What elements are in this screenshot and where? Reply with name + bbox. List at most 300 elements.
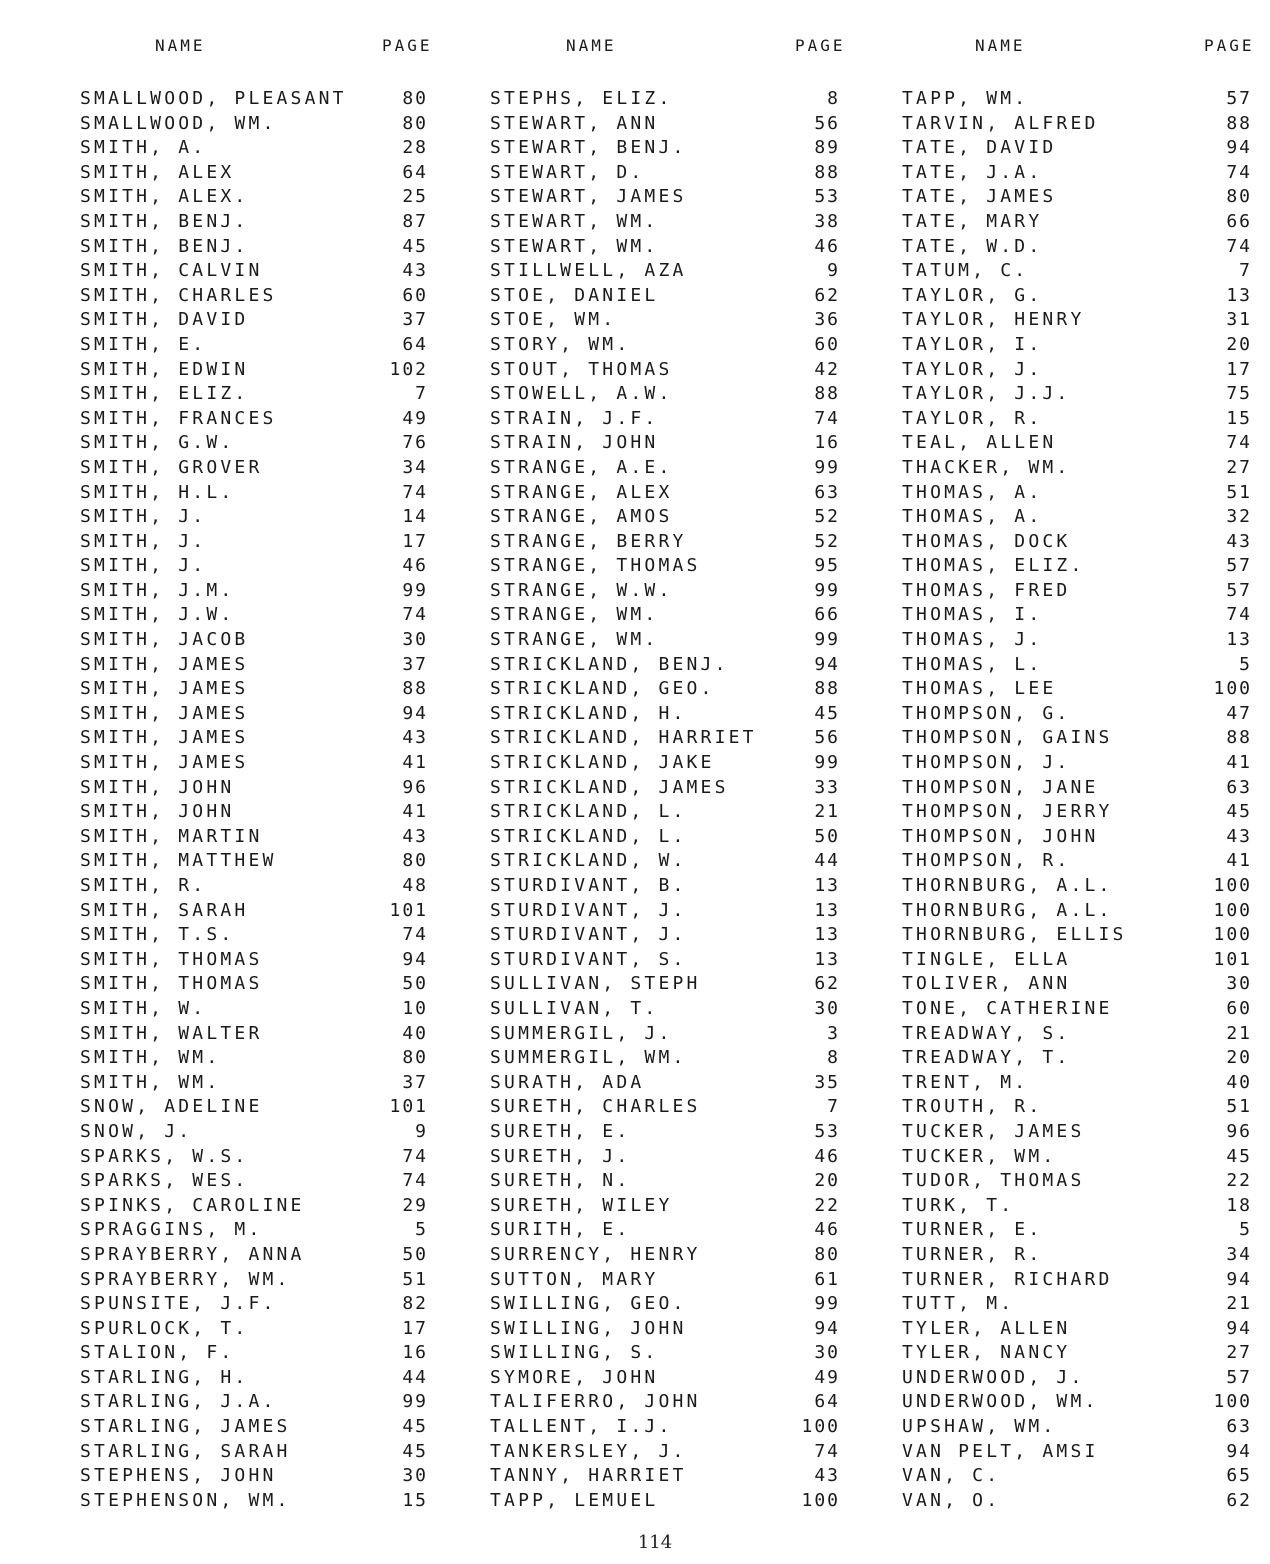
entry-page: 62	[1226, 1489, 1252, 1511]
entry-name: SUMMERGIL, WM.	[490, 1047, 687, 1069]
entry-page: 7	[1239, 260, 1252, 282]
entry-page: 13	[814, 875, 840, 896]
entry-page: 50	[402, 1243, 428, 1265]
entry-page: 43	[402, 727, 428, 749]
entry-page: 100	[1213, 924, 1252, 946]
entry-page: 45	[814, 702, 840, 724]
entry-page: 30	[402, 1465, 428, 1487]
entry-page: 42	[814, 358, 840, 380]
entry-page: 45	[1226, 1145, 1252, 1167]
entry-name: SMITH, J.M.	[80, 579, 235, 601]
entry-page: 13	[1226, 284, 1252, 306]
entry-page: 51	[402, 1268, 428, 1290]
entry-name: TATE, J.A.	[902, 161, 1043, 183]
entry-name: STURDIVANT, B.	[490, 875, 687, 896]
entry-page: 74	[402, 1145, 428, 1167]
entry-page: 100	[801, 1416, 840, 1438]
entry-name: SWILLING, JOHN	[490, 1317, 687, 1339]
entry-page: 100	[1213, 1391, 1252, 1413]
entry-page: 5	[1239, 1219, 1252, 1241]
entry-page: 21	[814, 801, 840, 823]
entry-page: 102	[389, 358, 428, 380]
entry-name: TUTT, M.	[902, 1293, 1015, 1315]
entry-name: SURETH, J.	[490, 1145, 631, 1167]
entry-name: STRANGE, AMOS	[490, 506, 673, 528]
entry-page: 80	[402, 112, 428, 134]
entry-page: 53	[814, 1120, 840, 1142]
entry-name: TANKERSLEY, J.	[490, 1440, 687, 1462]
entry-name: THOMPSON, JERRY	[902, 801, 1113, 823]
entry-page: 80	[402, 88, 428, 109]
entry-name: SMITH, MATTHEW	[80, 850, 277, 872]
entry-name: SMITH, R.	[80, 875, 207, 896]
entry-page: 25	[402, 186, 428, 208]
entry-name: STALION, F.	[80, 1342, 235, 1364]
entry-page: 31	[1226, 309, 1252, 331]
entry-name: STRANGE, WM.	[490, 629, 659, 651]
entry-name: STRICKLAND, H.	[490, 702, 687, 724]
entry-page: 8	[827, 88, 840, 109]
entry-name: STEPHENSON, WM.	[80, 1489, 291, 1511]
entry-name: SNOW, ADELINE	[80, 1096, 263, 1118]
entry-name: THOMPSON, JANE	[902, 776, 1099, 798]
entry-page: 44	[814, 850, 840, 872]
entry-page: 57	[1226, 579, 1252, 601]
entry-page: 80	[814, 1243, 840, 1265]
entry-name: STRAIN, J.F.	[490, 407, 659, 429]
entry-name: TAYLOR, R.	[902, 407, 1043, 429]
entry-page: 100	[1213, 875, 1252, 896]
entry-name: STRICKLAND, L.	[490, 825, 687, 847]
entry-name: SMALLWOOD, WM.	[80, 112, 277, 134]
entry-name: STRANGE, WM.	[490, 604, 659, 626]
entry-name: SMITH, J.W.	[80, 604, 235, 626]
entry-page: 100	[1213, 899, 1252, 921]
entry-page: 74	[402, 481, 428, 503]
entry-page: 66	[1226, 210, 1252, 232]
entry-name: STRANGE, BERRY	[490, 530, 687, 552]
entry-name: TEAL, ALLEN	[902, 432, 1057, 454]
entry-name: TURNER, RICHARD	[902, 1268, 1113, 1290]
entry-name: STRAIN, JOHN	[490, 432, 659, 454]
entry-page: 74	[814, 1440, 840, 1462]
entry-name: SMITH, J.	[80, 506, 207, 528]
entry-page: 45	[402, 235, 428, 257]
entry-name: THOMAS, I.	[902, 604, 1043, 626]
entry-name: TRENT, M.	[902, 1071, 1029, 1093]
entry-page: 30	[814, 997, 840, 1019]
entry-name: TAYLOR, J.J.	[902, 383, 1071, 405]
entry-name: TATE, MARY	[902, 210, 1043, 232]
entry-page: 56	[814, 112, 840, 134]
entry-name: THOMAS, L.	[902, 653, 1043, 675]
entry-page: 74	[402, 1170, 428, 1192]
entry-page: 99	[814, 456, 840, 478]
entry-name: TATUM, C.	[902, 260, 1029, 282]
entry-name: SMITH, DAVID	[80, 309, 249, 331]
entry-page: 80	[1226, 186, 1252, 208]
entry-name: STOUT, THOMAS	[490, 358, 673, 380]
entry-page: 56	[814, 727, 840, 749]
entry-name: STOE, DANIEL	[490, 284, 659, 306]
entry-name: SMITH, JOHN	[80, 801, 235, 823]
entry-page: 15	[402, 1489, 428, 1511]
entry-name: SYMORE, JOHN	[490, 1366, 659, 1388]
entry-name: SMITH, J.	[80, 555, 207, 577]
entry-page: 99	[402, 1391, 428, 1413]
page-header: PAGE	[1204, 36, 1255, 55]
entry-page: 13	[814, 924, 840, 946]
entry-name: STEPHENS, JOHN	[80, 1465, 277, 1487]
entry-name: SMITH, BENJ.	[80, 235, 249, 257]
entry-page: 64	[402, 333, 428, 355]
entry-page: 75	[1226, 383, 1252, 405]
entry-name: TAYLOR, I.	[902, 333, 1043, 355]
entry-name: TOLIVER, ANN	[902, 973, 1071, 995]
entry-page: 61	[814, 1268, 840, 1290]
entry-name: SPINKS, CAROLINE	[80, 1194, 305, 1216]
entry-name: STEWART, ANN	[490, 112, 659, 134]
entry-name: STEWART, BENJ.	[490, 137, 687, 159]
entry-page: 51	[1226, 481, 1252, 503]
entry-page: 38	[814, 210, 840, 232]
entry-page: 96	[402, 776, 428, 798]
entry-page: 5	[415, 1219, 428, 1241]
entry-name: TREADWAY, S.	[902, 1022, 1071, 1044]
entry-page: 96	[1226, 1120, 1252, 1142]
entry-page: 88	[402, 678, 428, 700]
entry-name: STRICKLAND, JAMES	[490, 776, 729, 798]
entry-name: STURDIVANT, J.	[490, 899, 687, 921]
entry-name: SMITH, G.W.	[80, 432, 235, 454]
entry-name: SUTTON, MARY	[490, 1268, 659, 1290]
entry-name: TURK, T.	[902, 1194, 1015, 1216]
entry-page: 51	[1226, 1096, 1252, 1118]
entry-name: TREADWAY, T.	[902, 1047, 1071, 1069]
entry-page: 10	[402, 997, 428, 1019]
entry-name: THORNBURG, A.L.	[902, 899, 1113, 921]
entry-page: 43	[1226, 825, 1252, 847]
entry-name: THOMAS, FRED	[902, 579, 1071, 601]
entry-page: 57	[1226, 1366, 1252, 1388]
page-header: PAGE	[382, 36, 433, 55]
entry-name: SWILLING, S.	[490, 1342, 659, 1364]
entry-page: 62	[814, 284, 840, 306]
entry-name: SMITH, CHARLES	[80, 284, 277, 306]
entry-name: SURETH, WILEY	[490, 1194, 673, 1216]
entry-page: 82	[402, 1293, 428, 1315]
entry-name: SMITH, EDWIN	[80, 358, 249, 380]
entry-name: THACKER, WM.	[902, 456, 1071, 478]
entry-name: SMITH, E.	[80, 333, 207, 355]
entry-page: 57	[1226, 555, 1252, 577]
entry-name: THORNBURG, ELLIS	[902, 924, 1127, 946]
entry-page: 22	[1226, 1170, 1252, 1192]
entry-name: SMITH, WM.	[80, 1071, 221, 1093]
entry-page: 27	[1226, 1342, 1252, 1364]
entry-page: 41	[402, 801, 428, 823]
entry-page: 36	[814, 309, 840, 331]
entry-page: 88	[814, 678, 840, 700]
entry-name: SMITH, MARTIN	[80, 825, 263, 847]
entry-page: 32	[1226, 506, 1252, 528]
entry-page: 88	[814, 383, 840, 405]
entry-page: 89	[814, 137, 840, 159]
entry-name: TATE, DAVID	[902, 137, 1057, 159]
entry-page: 44	[402, 1366, 428, 1388]
entry-page: 60	[1226, 997, 1252, 1019]
entry-page: 87	[402, 210, 428, 232]
entry-name: STRICKLAND, BENJ.	[490, 653, 729, 675]
entry-name: SMITH, JACOB	[80, 629, 249, 651]
entry-name: SMITH, W.	[80, 997, 207, 1019]
entry-page: 17	[402, 1317, 428, 1339]
entry-name: STARLING, SARAH	[80, 1440, 291, 1462]
entry-name: SMITH, A.	[80, 137, 207, 159]
entry-page: 45	[402, 1416, 428, 1438]
entry-name: TAPP, LEMUEL	[490, 1489, 659, 1511]
entry-name: TALLENT, I.J.	[490, 1416, 673, 1438]
entry-page: 13	[1226, 629, 1252, 651]
entry-page: 37	[402, 653, 428, 675]
entry-name: SPRAGGINS, M.	[80, 1219, 263, 1241]
entry-page: 88	[1226, 727, 1252, 749]
entry-page: 60	[814, 333, 840, 355]
entry-page: 34	[1226, 1243, 1252, 1265]
entry-name: TUDOR, THOMAS	[902, 1170, 1085, 1192]
entry-name: STEWART, WM.	[490, 235, 659, 257]
entry-name: SMITH, JAMES	[80, 653, 249, 675]
entry-page: 30	[1226, 973, 1252, 995]
entry-name: VAN PELT, AMSI	[902, 1440, 1099, 1462]
entry-page: 88	[1226, 112, 1252, 134]
name-header: NAME	[975, 36, 1026, 55]
entry-name: SPARKS, W.S.	[80, 1145, 249, 1167]
entry-page: 29	[402, 1194, 428, 1216]
entry-page: 65	[1226, 1465, 1252, 1487]
entry-page: 101	[1213, 948, 1252, 970]
entry-page: 101	[389, 899, 428, 921]
entry-page: 37	[402, 1071, 428, 1093]
entry-name: TAYLOR, G.	[902, 284, 1043, 306]
entry-page: 15	[1226, 407, 1252, 429]
entry-page: 101	[389, 1096, 428, 1118]
entry-page: 43	[814, 1465, 840, 1487]
entry-page: 45	[402, 1440, 428, 1462]
entry-name: SNOW, J.	[80, 1120, 193, 1142]
entry-name: TROUTH, R.	[902, 1096, 1043, 1118]
entry-page: 30	[814, 1342, 840, 1364]
entry-name: STILLWELL, AZA	[490, 260, 687, 282]
entry-page: 95	[814, 555, 840, 577]
entry-page: 94	[1226, 1317, 1252, 1339]
entry-page: 5	[1239, 653, 1252, 675]
entry-name: TUCKER, WM.	[902, 1145, 1057, 1167]
entry-page: 8	[827, 1047, 840, 1069]
entry-name: STOE, WM.	[490, 309, 617, 331]
entry-page: 20	[814, 1170, 840, 1192]
entry-page: 7	[415, 383, 428, 405]
entry-page: 62	[814, 973, 840, 995]
entry-name: VAN, C.	[902, 1465, 1001, 1487]
entry-page: 16	[402, 1342, 428, 1364]
entry-page: 14	[402, 506, 428, 528]
entry-name: SMALLWOOD, PLEASANT	[80, 88, 347, 109]
entry-page: 9	[415, 1120, 428, 1142]
entry-page: 43	[402, 260, 428, 282]
name-header: NAME	[155, 36, 206, 55]
entry-name: TURNER, R.	[902, 1243, 1043, 1265]
entry-page: 13	[814, 948, 840, 970]
entry-name: SUMMERGIL, J.	[490, 1022, 673, 1044]
entry-name: THOMPSON, GAINS	[902, 727, 1113, 749]
entry-page: 49	[402, 407, 428, 429]
entry-name: THOMPSON, JOHN	[902, 825, 1099, 847]
page-number: 114	[637, 1532, 673, 1553]
entry-page: 41	[402, 752, 428, 774]
entry-page: 94	[402, 702, 428, 724]
entry-name: SMITH, FRANCES	[80, 407, 277, 429]
entry-name: STARLING, H.	[80, 1366, 249, 1388]
entry-name: SPRAYBERRY, WM.	[80, 1268, 291, 1290]
entry-page: 22	[814, 1194, 840, 1216]
entry-page: 64	[402, 161, 428, 183]
entry-name: STRANGE, A.E.	[490, 456, 673, 478]
entry-page: 76	[402, 432, 428, 454]
entry-name: UNDERWOOD, WM.	[902, 1391, 1099, 1413]
entry-name: SULLIVAN, STEPH	[490, 973, 701, 995]
entry-page: 9	[827, 260, 840, 282]
entry-name: VAN, O.	[902, 1489, 1001, 1511]
entry-name: SMITH, THOMAS	[80, 973, 263, 995]
entry-page: 74	[402, 924, 428, 946]
entry-name: UNDERWOOD, J.	[902, 1366, 1085, 1388]
entry-name: SURETH, CHARLES	[490, 1096, 701, 1118]
entry-page: 50	[814, 825, 840, 847]
entry-name: SURETH, E.	[490, 1120, 631, 1142]
entry-page: 74	[1226, 432, 1252, 454]
entry-page: 18	[1226, 1194, 1252, 1216]
entry-name: TATE, W.D.	[902, 235, 1043, 257]
entry-name: SURATH, ADA	[490, 1071, 645, 1093]
entry-page: 99	[402, 579, 428, 601]
entry-page: 20	[1226, 333, 1252, 355]
entry-name: STEWART, JAMES	[490, 186, 687, 208]
entry-name: THOMAS, J.	[902, 629, 1043, 651]
entry-name: TYLER, NANCY	[902, 1342, 1071, 1364]
entry-page: 74	[402, 604, 428, 626]
entry-name: STARLING, J.A.	[80, 1391, 277, 1413]
entry-page: 37	[402, 309, 428, 331]
entry-page: 7	[827, 1096, 840, 1118]
entry-page: 99	[814, 752, 840, 774]
entry-name: SPURLOCK, T.	[80, 1317, 249, 1339]
entry-name: TAYLOR, J.	[902, 358, 1043, 380]
entry-page: 30	[402, 629, 428, 651]
entry-name: TYLER, ALLEN	[902, 1317, 1071, 1339]
entry-name: SMITH, JOHN	[80, 776, 235, 798]
entry-name: STRICKLAND, W.	[490, 850, 687, 872]
entry-page: 13	[814, 899, 840, 921]
entry-name: SMITH, GROVER	[80, 456, 263, 478]
entry-page: 48	[402, 875, 428, 896]
entry-page: 50	[402, 973, 428, 995]
entry-page: 21	[1226, 1022, 1252, 1044]
entry-page: 47	[1226, 702, 1252, 724]
entry-name: STRANGE, THOMAS	[490, 555, 701, 577]
entry-page: 52	[814, 506, 840, 528]
entry-name: SPARKS, WES.	[80, 1170, 249, 1192]
entry-page: 46	[402, 555, 428, 577]
entry-name: SPUNSITE, J.F.	[80, 1293, 277, 1315]
entry-name: STRANGE, ALEX	[490, 481, 673, 503]
entry-name: STRICKLAND, JAKE	[490, 752, 715, 774]
entry-name: SMITH, ALEX	[80, 161, 235, 183]
entry-page: 33	[814, 776, 840, 798]
entry-name: SMITH, J.	[80, 530, 207, 552]
entry-name: UPSHAW, WM.	[902, 1416, 1057, 1438]
entry-page: 43	[1226, 530, 1252, 552]
entry-name: TARVIN, ALFRED	[902, 112, 1099, 134]
entry-page: 46	[814, 1145, 840, 1167]
entry-page: 66	[814, 604, 840, 626]
entry-name: THOMAS, DOCK	[902, 530, 1071, 552]
entry-page: 60	[402, 284, 428, 306]
entry-page: 17	[1226, 358, 1252, 380]
entry-name: STEPHS, ELIZ.	[490, 88, 673, 109]
entry-name: SMITH, H.L.	[80, 481, 235, 503]
entry-page: 27	[1226, 456, 1252, 478]
entry-page: 64	[814, 1391, 840, 1413]
entry-page: 88	[814, 161, 840, 183]
entry-name: SPRAYBERRY, ANNA	[80, 1243, 305, 1265]
entry-name: SMITH, ELIZ.	[80, 383, 249, 405]
entry-name: STEWART, WM.	[490, 210, 659, 232]
entry-page: 74	[814, 407, 840, 429]
entry-name: SURRENCY, HENRY	[490, 1243, 701, 1265]
entry-page: 28	[402, 137, 428, 159]
entry-page: 45	[1226, 801, 1252, 823]
entry-name: SMITH, JAMES	[80, 702, 249, 724]
entry-name: SMITH, JAMES	[80, 678, 249, 700]
entry-page: 40	[1226, 1071, 1252, 1093]
entry-page: 17	[402, 530, 428, 552]
entry-name: STORY, WM.	[490, 333, 631, 355]
entry-name: TANNY, HARRIET	[490, 1465, 687, 1487]
entry-name: TATE, JAMES	[902, 186, 1057, 208]
entry-name: SMITH, JAMES	[80, 752, 249, 774]
entry-page: 57	[1226, 88, 1252, 109]
name-header: NAME	[566, 36, 617, 55]
entry-name: SMITH, SARAH	[80, 899, 249, 921]
entry-name: SURITH, E.	[490, 1219, 631, 1241]
entry-page: 74	[1226, 235, 1252, 257]
entry-name: STRICKLAND, L.	[490, 801, 687, 823]
entry-name: STURDIVANT, S.	[490, 948, 687, 970]
entry-page: 43	[402, 825, 428, 847]
entry-page: 16	[814, 432, 840, 454]
entry-name: TUCKER, JAMES	[902, 1120, 1085, 1142]
entry-name: THOMAS, A.	[902, 506, 1043, 528]
entry-name: STARLING, JAMES	[80, 1416, 291, 1438]
entry-page: 63	[1226, 776, 1252, 798]
entry-name: THORNBURG, A.L.	[902, 875, 1113, 896]
entry-name: TAPP, WM.	[902, 88, 1029, 109]
entry-page: 35	[814, 1071, 840, 1093]
entry-page: 99	[814, 629, 840, 651]
entry-name: SMITH, JAMES	[80, 727, 249, 749]
entry-page: 99	[814, 1293, 840, 1315]
